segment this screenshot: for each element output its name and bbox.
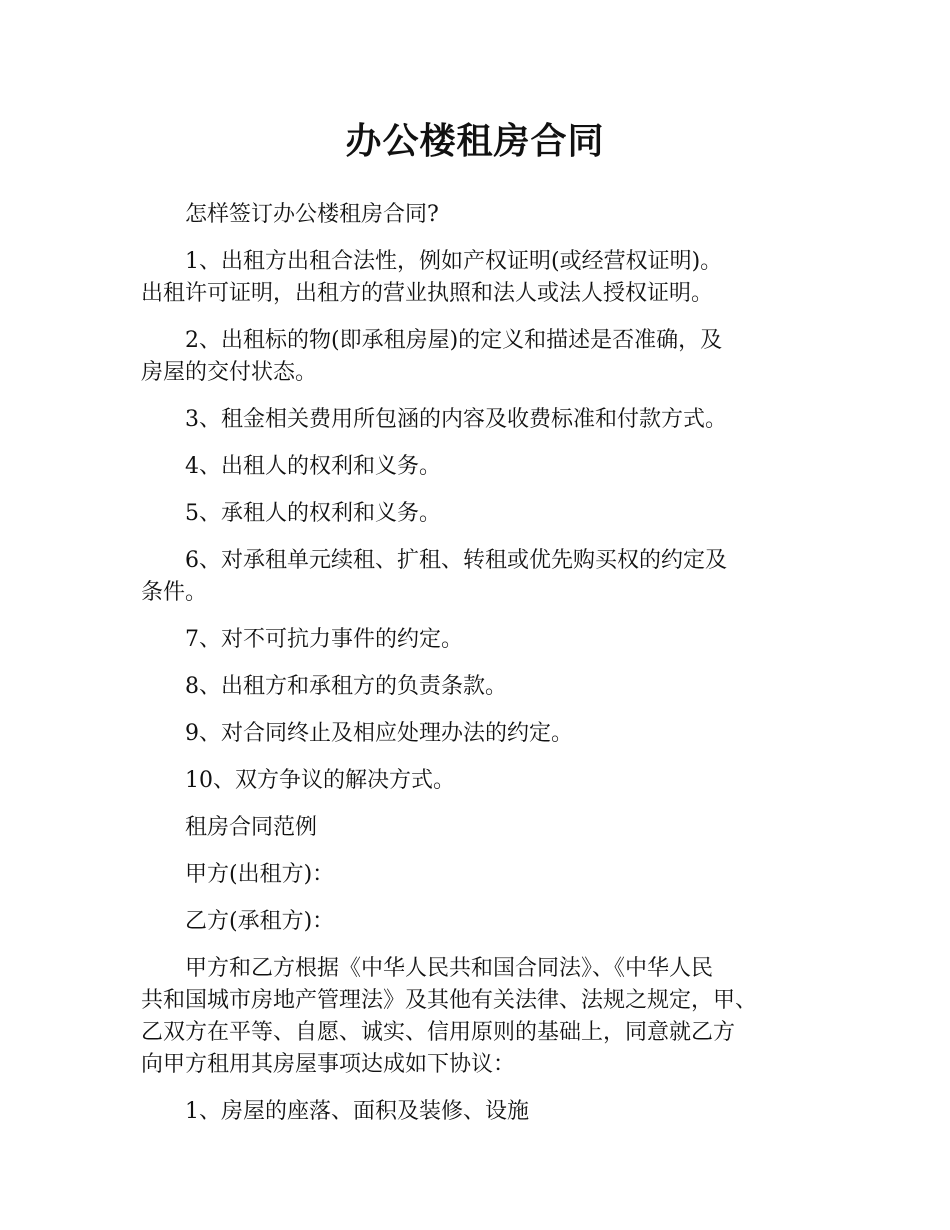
paragraph-item-7: 7、对不可抗力事件的约定。	[185, 627, 463, 652]
paragraph-item-6: 6、对承租单元续租、扩租、转租或优先购买权的约定及 条件。	[141, 548, 727, 605]
document-body	[141, 199, 831, 1143]
paragraph-sample-heading: 租房合同范例	[185, 815, 318, 840]
paragraph-clause-1: 1、房屋的座落、面积及装修、设施	[185, 1099, 529, 1124]
paragraph-item-8: 8、出租方和承租方的负责条款。	[185, 674, 507, 699]
paragraph-party-b: 乙方(承租方)：	[185, 909, 335, 934]
paragraph-item-2: 2、出租标的物(即承租房屋)的定义和描述是否准确，及 房屋的交付状态。	[141, 328, 723, 385]
paragraph-item-3: 3、租金相关费用所包涵的内容及收费标准和付款方式。	[185, 407, 727, 432]
paragraph-item-1: 1、出租方出租合法性，例如产权证明(或经营权证明)。 出租许可证明，出租方的营业执照和法人或法人授权证明。	[141, 249, 723, 306]
paragraph-item-10: 10、双方争议的解决方式。	[185, 768, 455, 793]
paragraph-item-4: 4、出租人的权利和义务。	[185, 454, 441, 479]
paragraph-item-5: 5、承租人的权利和义务。	[185, 501, 441, 526]
document-title: 办公楼租房合同	[345, 121, 605, 162]
paragraph-intro-question: 怎样签订办公楼租房合同?	[185, 202, 439, 227]
paragraph-agreement-preamble: 甲方和乙方根据《中华人民共和国合同法》、《中华人民 共和国城市房地产管理法》及其他有关法律、法规之规定，甲、 乙双方在平等、自愿、诚实、信用原则的基础上，同意就乙方 向甲方租用其房屋事项达成如下协议：	[141, 956, 758, 1077]
paragraph-party-a: 甲方(出租方)：	[185, 862, 335, 887]
paragraph-item-9: 9、对合同终止及相应处理办法的约定。	[185, 721, 573, 746]
